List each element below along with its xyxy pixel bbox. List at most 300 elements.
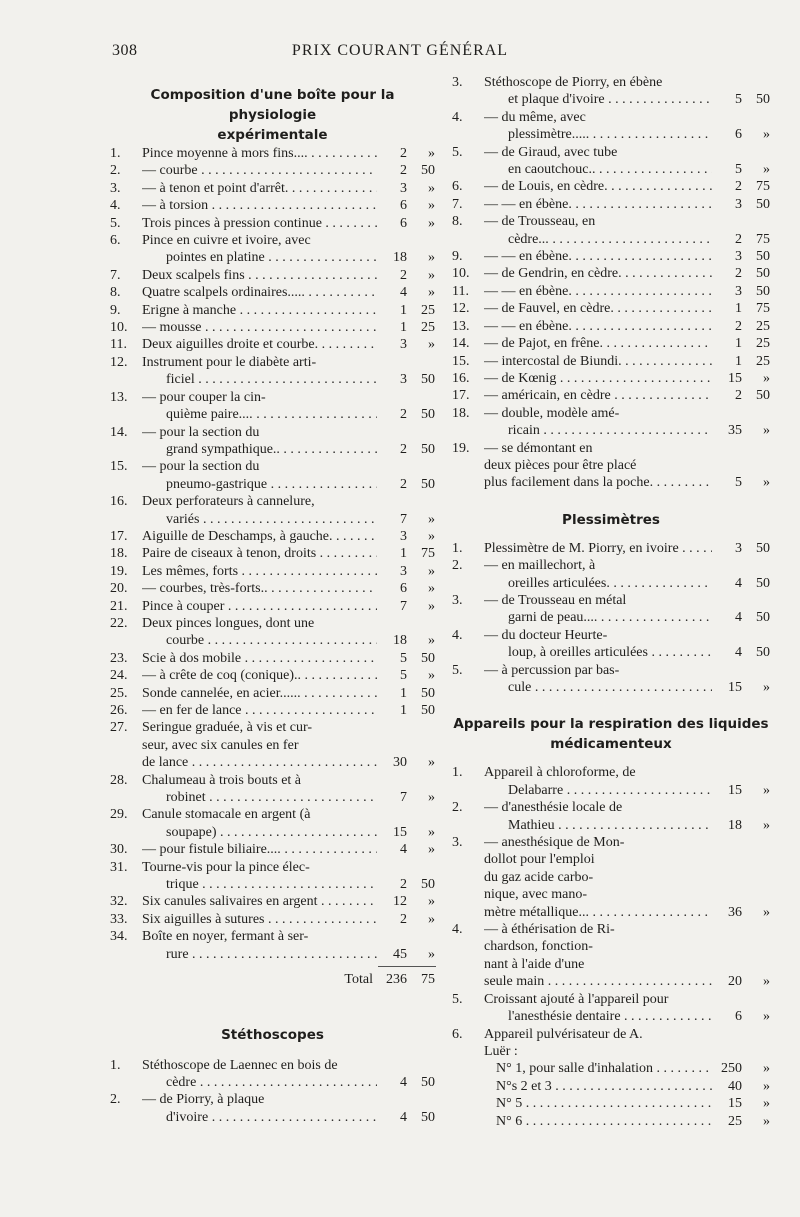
- price-francs: 4: [400, 285, 407, 301]
- item-text: — — en ébène. . . .: [484, 318, 712, 335]
- item-line: [452, 283, 770, 300]
- item-line: [452, 440, 770, 457]
- item-number: 22.: [110, 615, 128, 631]
- price-centimes: 50: [756, 610, 770, 626]
- list-item: [110, 336, 435, 353]
- price-centimes: 75: [756, 231, 770, 247]
- item-line-cont: [110, 946, 435, 963]
- item-text-cont: cule . . .: [484, 679, 712, 696]
- item-line: [110, 806, 435, 823]
- item-line: [110, 493, 435, 510]
- item-text: Chalumeau à trois bouts et à: [142, 772, 302, 788]
- item-line: [452, 834, 770, 851]
- item-number: 32.: [110, 894, 128, 910]
- price: [377, 632, 435, 649]
- item-text-cont: cèdre . . .: [142, 1074, 377, 1091]
- price-francs: 3: [400, 563, 407, 579]
- item-line: [452, 370, 770, 387]
- price-francs: 15: [728, 1096, 742, 1112]
- price-francs: 1: [400, 546, 407, 562]
- list-item: [110, 563, 435, 580]
- list-item: [452, 1095, 770, 1112]
- item-text: — pour couper la cin-: [142, 389, 266, 405]
- item-line: [110, 458, 435, 475]
- item-line: [452, 991, 770, 1008]
- item-line: [110, 580, 435, 597]
- price: [712, 248, 770, 265]
- price: [377, 702, 435, 719]
- price: [377, 789, 435, 806]
- price-centimes: 50: [421, 703, 435, 718]
- price: [712, 91, 770, 108]
- price-francs: 7: [400, 790, 407, 806]
- price: [377, 162, 435, 179]
- item-text: — en fer de lance . . .: [142, 702, 377, 719]
- item-text: — du même, avec: [484, 109, 586, 125]
- item-line-cont: [452, 817, 770, 834]
- item-line-cont: [452, 956, 770, 973]
- price-francs: 30: [393, 755, 407, 771]
- item-line: [452, 213, 770, 230]
- item-line: [110, 685, 435, 702]
- item-line: [110, 145, 435, 162]
- item-number: 18.: [110, 546, 128, 562]
- price-francs: 15: [728, 680, 742, 695]
- price-centimes: »: [763, 974, 770, 990]
- price-francs: 3: [735, 249, 742, 265]
- item-line: [452, 540, 770, 557]
- item-line-cont: [452, 886, 770, 903]
- item-line: [452, 318, 770, 335]
- item-text: Pince en cuivre et ivoire, avec: [142, 233, 311, 249]
- item-line: [110, 424, 435, 441]
- price-centimes: »: [763, 904, 770, 920]
- price: [712, 609, 770, 626]
- item-number: 14.: [452, 336, 470, 352]
- item-line: [110, 893, 435, 910]
- item-text: — de Trousseau, en: [484, 214, 596, 230]
- item-number: 4.: [452, 922, 463, 938]
- item-number: 31.: [110, 859, 128, 875]
- item-text-cont: du gaz acide carbo-: [484, 869, 594, 885]
- price: [712, 540, 770, 557]
- price-centimes: »: [428, 824, 435, 840]
- price: [712, 679, 770, 696]
- list-item: [452, 387, 770, 404]
- list-item: [110, 1091, 435, 1126]
- item-line: [110, 302, 435, 319]
- price-francs: 4: [735, 610, 742, 626]
- section-title-cont: médicamenteux: [550, 736, 672, 753]
- item-line-cont: [452, 474, 770, 491]
- item-number: 4.: [110, 198, 121, 214]
- item-line-cont: [110, 632, 435, 649]
- price-francs: 25: [728, 1113, 742, 1129]
- item-line: [452, 799, 770, 816]
- price: [712, 575, 770, 592]
- item-text: Les mêmes, forts . . .: [142, 563, 377, 580]
- list-item: [452, 1113, 770, 1130]
- item-number: 2.: [452, 558, 463, 574]
- item-text-cont: deux pièces pour être placé: [484, 457, 637, 473]
- price-centimes: »: [763, 162, 770, 178]
- price: [712, 265, 770, 282]
- item-text-cont: loup, à oreilles articulées . . .: [484, 644, 712, 661]
- item-line-cont: [452, 869, 770, 886]
- item-number: 8.: [452, 214, 463, 230]
- item-number: 7.: [110, 267, 121, 283]
- section-title: Composition d'une boîte pour la physiologie: [150, 87, 395, 123]
- price-centimes: 50: [421, 685, 435, 701]
- item-line: [452, 387, 770, 404]
- list-item: [452, 283, 770, 300]
- price: [377, 336, 435, 353]
- price-francs: 4: [400, 842, 407, 858]
- item-line: [452, 405, 770, 422]
- item-number: 10.: [452, 266, 470, 282]
- item-line-cont: [452, 422, 770, 439]
- item-line-cont: [452, 126, 770, 143]
- price-francs: 1: [400, 685, 407, 701]
- item-text: Deux pinces longues, dont une: [142, 615, 315, 631]
- list-item: [110, 458, 435, 493]
- section-title: Plessimètres: [562, 511, 660, 528]
- item-number: 17.: [452, 388, 470, 404]
- price-francs: 4: [735, 575, 742, 591]
- list-item: [110, 580, 435, 597]
- list-item: [452, 921, 770, 991]
- item-text: Appareil à chloroforme, de: [484, 765, 636, 781]
- item-text: — à tenon et point d'arrêt. . . .: [142, 180, 377, 197]
- item-text-cont: grand sympathique.. . . .: [142, 441, 377, 458]
- list-item: [110, 650, 435, 667]
- price-centimes: 50: [756, 575, 770, 591]
- item-line-cont: [452, 679, 770, 696]
- item-number: 6.: [452, 1026, 463, 1042]
- item-text: Aiguille de Deschamps, à gauche. . . .: [142, 528, 377, 545]
- list-item: [110, 1057, 435, 1092]
- item-line-cont: [110, 824, 435, 841]
- item-number: 25.: [110, 685, 128, 701]
- item-text: N° 5 . . .: [484, 1095, 712, 1112]
- list-item: [452, 353, 770, 370]
- item-number: 28.: [110, 772, 128, 788]
- price-centimes: 50: [756, 388, 770, 404]
- item-line-cont: [110, 876, 435, 893]
- item-text: — double, modèle amé-: [484, 405, 620, 421]
- list-item: [452, 318, 770, 335]
- price-centimes: 75: [756, 301, 770, 317]
- item-list: [110, 145, 435, 963]
- item-text-cont: courbe . . .: [142, 632, 377, 649]
- item-text-cont: l'anesthésie dentaire . . .: [484, 1008, 712, 1025]
- total-row: [110, 971, 435, 988]
- list-item: [452, 1078, 770, 1095]
- list-item: [452, 370, 770, 387]
- price-francs: 2: [400, 146, 407, 161]
- item-line: [110, 528, 435, 545]
- price-francs: 250: [721, 1061, 742, 1077]
- item-text-cont: d'ivoire . . .: [142, 1109, 377, 1126]
- item-text: — — en ébène. . . .: [484, 196, 712, 213]
- price-francs: 15: [393, 824, 407, 840]
- item-text-cont: trique . . .: [142, 876, 377, 893]
- list-item: [110, 806, 435, 841]
- price: [712, 387, 770, 404]
- item-number: 1.: [110, 1057, 121, 1073]
- price-francs: 1: [400, 703, 407, 718]
- item-line: [110, 911, 435, 928]
- price-centimes: 50: [421, 1074, 435, 1090]
- item-list: [452, 764, 770, 1130]
- total-label: Total: [344, 972, 373, 988]
- item-number: 12.: [110, 354, 128, 370]
- price: [377, 145, 435, 162]
- item-number: 2.: [452, 800, 463, 816]
- item-number: 24.: [110, 668, 128, 684]
- item-line: [110, 232, 435, 249]
- item-number: 6.: [452, 179, 463, 195]
- item-text: Quatre scalpels ordinaires..... . . .: [142, 284, 377, 301]
- item-text: — pour la section du: [142, 459, 260, 475]
- item-text: Croissant ajouté à l'appareil pour: [484, 991, 669, 1007]
- list-item: [452, 540, 770, 557]
- price: [712, 126, 770, 143]
- item-text: — pour fistule biliaire.... . . .: [142, 841, 377, 858]
- item-number: 17.: [110, 528, 128, 544]
- price-centimes: »: [428, 180, 435, 196]
- price: [377, 563, 435, 580]
- item-list: [452, 74, 770, 492]
- price-francs: 36: [728, 904, 742, 920]
- item-line: [452, 557, 770, 574]
- price-francs: 3: [735, 540, 742, 556]
- price: [377, 580, 435, 597]
- price-francs: 5: [735, 475, 742, 491]
- price-centimes: »: [428, 668, 435, 684]
- item-number: 4.: [452, 109, 463, 125]
- item-line: [110, 319, 435, 336]
- item-text: — de Piorry, à plaque: [142, 1092, 265, 1108]
- price: [377, 598, 435, 615]
- item-text-cont: ricain . . .: [484, 422, 712, 439]
- item-text: Scie à dos mobile . . .: [142, 650, 377, 667]
- price: [712, 196, 770, 213]
- list-item: [110, 319, 435, 336]
- item-line: [110, 859, 435, 876]
- total-centimes: 75: [421, 972, 435, 988]
- item-text: Paire de ciseaux à tenon, droits . . .: [142, 545, 377, 562]
- price-francs: 3: [400, 528, 407, 544]
- item-line: [452, 592, 770, 609]
- item-line-cont: [110, 371, 435, 388]
- price: [712, 161, 770, 178]
- price: [377, 511, 435, 528]
- item-text-cont: nique, avec mano-: [484, 887, 588, 903]
- item-text: Stéthoscope de Piorry, en ébène: [484, 75, 663, 90]
- price: [377, 406, 435, 423]
- price-francs: 2: [735, 231, 742, 247]
- item-text: Seringue graduée, à vis et cur-: [142, 720, 312, 736]
- price: [712, 1113, 770, 1130]
- item-text: — à éthérisation de Ri-: [484, 922, 615, 938]
- price-centimes: »: [428, 894, 435, 910]
- total-francs: 236: [386, 972, 407, 988]
- price-francs: 2: [400, 163, 407, 179]
- price-centimes: 50: [421, 1109, 435, 1125]
- item-line-cont: [110, 511, 435, 528]
- item-number: 1.: [452, 765, 463, 781]
- item-line: [452, 764, 770, 781]
- price-centimes: »: [763, 1096, 770, 1112]
- price-centimes: 25: [756, 353, 770, 369]
- list-item: [110, 215, 435, 232]
- price-centimes: »: [428, 633, 435, 649]
- item-text-cont: chardson, fonction-: [484, 939, 593, 955]
- price-centimes: »: [428, 337, 435, 353]
- price-centimes: »: [763, 1078, 770, 1094]
- item-number: 21.: [110, 598, 128, 614]
- list-item: [110, 284, 435, 301]
- price: [712, 178, 770, 195]
- list-item: [452, 248, 770, 265]
- item-list: [110, 1057, 435, 1127]
- item-text: — en maillechort, à: [484, 558, 596, 574]
- price-francs: 6: [400, 581, 407, 597]
- price-centimes: 25: [756, 318, 770, 334]
- list-item: [110, 424, 435, 459]
- item-line: [110, 389, 435, 406]
- item-text-cont: oreilles articulées. . . .: [484, 575, 712, 592]
- price-centimes: »: [763, 1009, 770, 1025]
- item-number: 7.: [452, 196, 463, 212]
- price-francs: 2: [400, 407, 407, 423]
- item-number: 23.: [110, 650, 128, 666]
- price: [377, 284, 435, 301]
- price: [377, 1074, 435, 1091]
- list-item: [110, 145, 435, 162]
- list-item: [110, 354, 435, 389]
- price-francs: 12: [393, 894, 407, 910]
- price-francs: 15: [728, 782, 742, 798]
- price-centimes: 50: [421, 441, 435, 457]
- price: [712, 1095, 770, 1112]
- right-column: [452, 74, 770, 1130]
- price: [377, 197, 435, 214]
- item-text-cont: dollot pour l'emploi: [484, 852, 595, 868]
- price-francs: 1: [735, 353, 742, 369]
- item-text-cont: Luër :: [484, 1043, 518, 1059]
- item-text: — de Kœnig . . .: [484, 370, 712, 387]
- price-francs: 6: [400, 215, 407, 231]
- section-title-cont: expérimentale: [217, 127, 328, 143]
- price-francs: 3: [400, 180, 407, 196]
- item-text: Appareil pulvérisateur de A.: [484, 1026, 643, 1042]
- item-line-cont: [452, 1008, 770, 1025]
- price-francs: 2: [400, 476, 407, 492]
- price-centimes: »: [428, 790, 435, 806]
- list-item: [110, 859, 435, 894]
- item-line: [110, 336, 435, 353]
- price: [712, 422, 770, 439]
- item-line-cont: [110, 1109, 435, 1126]
- item-line: [110, 702, 435, 719]
- item-line: [452, 1078, 770, 1095]
- item-line: [452, 627, 770, 644]
- list-item: [452, 662, 770, 697]
- running-header: PRIX COURANT GÉNÉRAL: [291, 42, 509, 59]
- item-text: — de Gendrin, en cèdre. . . .: [484, 265, 712, 282]
- item-text-cont: seule main . . .: [484, 973, 712, 990]
- item-line: [452, 662, 770, 679]
- item-line-cont: [452, 904, 770, 921]
- item-number: 5.: [452, 991, 463, 1007]
- item-line: [110, 667, 435, 684]
- item-text: N°s 2 et 3 . . .: [484, 1078, 712, 1095]
- price-centimes: »: [428, 528, 435, 544]
- list-item: [452, 440, 770, 492]
- item-number: 3.: [452, 75, 463, 90]
- item-number: 1.: [452, 540, 463, 556]
- item-number: 12.: [452, 301, 470, 317]
- item-text: — de Louis, en cèdre. . . .: [484, 178, 712, 195]
- price-centimes: »: [428, 146, 435, 161]
- item-text: — courbes, très-forts.. . . .: [142, 580, 377, 597]
- item-text-cont: cèdre... . . .: [484, 231, 712, 248]
- item-line: [452, 178, 770, 195]
- price: [377, 441, 435, 458]
- list-item: [110, 162, 435, 179]
- item-line: [110, 1091, 435, 1108]
- price: [377, 893, 435, 910]
- price: [712, 1008, 770, 1025]
- list-item: [110, 389, 435, 424]
- item-number: 5.: [110, 215, 121, 231]
- item-text-cont: ficiel . . .: [142, 371, 377, 388]
- price-francs: 5: [735, 92, 742, 108]
- price: [377, 911, 435, 928]
- price: [377, 650, 435, 667]
- item-number: 4.: [452, 627, 463, 643]
- item-number: 34.: [110, 929, 128, 945]
- price-francs: 3: [400, 337, 407, 353]
- list-item: [452, 799, 770, 834]
- price: [377, 249, 435, 266]
- section-title: Appareils pour la respiration des liquides: [453, 716, 769, 733]
- item-text-cont: quième paire.... . . .: [142, 406, 377, 423]
- item-line: [110, 650, 435, 667]
- price-centimes: »: [763, 1113, 770, 1129]
- item-text-cont: mètre métallique... . . .: [484, 904, 712, 921]
- item-line-cont: [110, 249, 435, 266]
- price: [712, 817, 770, 834]
- price: [377, 476, 435, 493]
- item-text: — intercostal de Biundi. . . .: [484, 353, 712, 370]
- item-line-cont: [110, 406, 435, 423]
- price-francs: 6: [400, 198, 407, 214]
- item-text-cont: Mathieu . . .: [484, 817, 712, 834]
- list-item: [110, 772, 435, 807]
- price-francs: 1: [735, 301, 742, 317]
- item-line-cont: [110, 789, 435, 806]
- item-line: [110, 598, 435, 615]
- item-number: 3.: [452, 592, 463, 608]
- item-text-cont: rure . . .: [142, 946, 377, 963]
- price-centimes: »: [428, 511, 435, 527]
- list-item: [110, 180, 435, 197]
- section-title: Stéthoscopes: [221, 1026, 324, 1043]
- item-number: 6.: [110, 233, 121, 249]
